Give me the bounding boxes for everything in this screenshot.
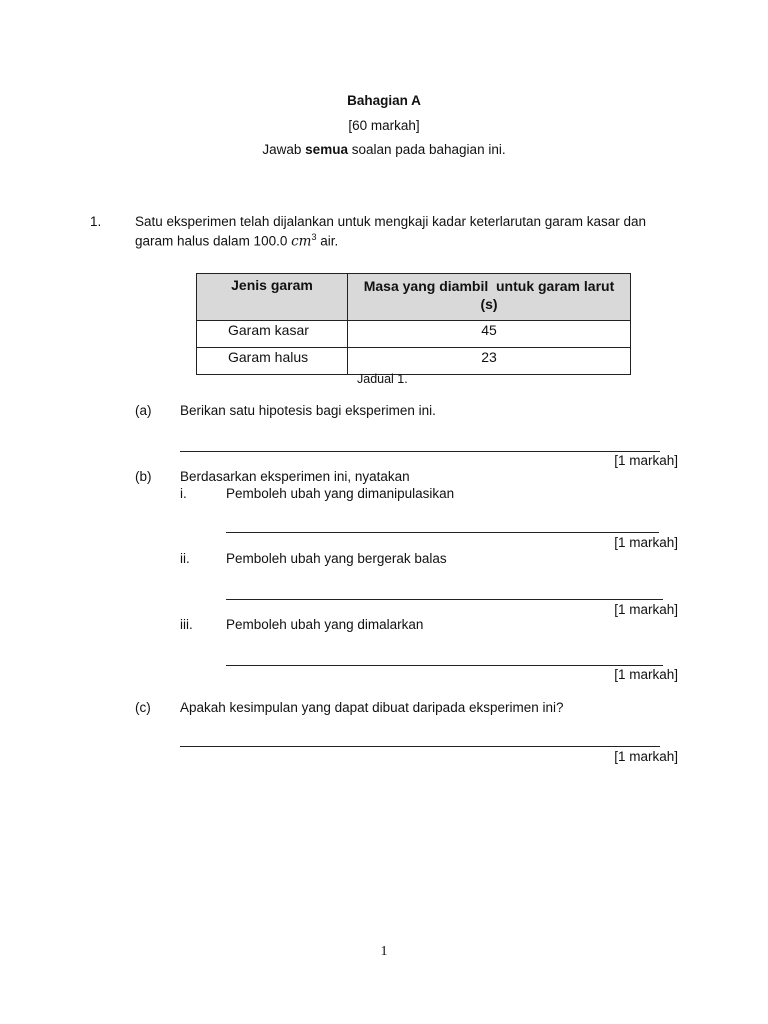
part-a-label: (a) [135, 403, 152, 418]
header-masa [348, 274, 631, 321]
unit-superscript: 3 [311, 232, 317, 242]
part-b-ii-label: ii. [180, 551, 190, 566]
part-a-text: Berikan satu hipotesis bagi eksperimen ini. [180, 403, 436, 418]
section-title: Bahagian A [347, 93, 421, 108]
part-b-ii-answer-line[interactable] [226, 599, 663, 600]
table-row [197, 348, 631, 375]
part-b-iii-answer-line[interactable] [226, 665, 663, 666]
part-b-label: (b) [135, 469, 152, 484]
header-jenis-garam: Jenis garam [197, 274, 348, 321]
part-a-answer-line[interactable] [180, 451, 660, 452]
part-c-text: Apakah kesimpulan yang dapat dibuat daripada eksperimen ini? [180, 700, 564, 715]
page-number: 1 [380, 944, 388, 959]
instruction-pre: Jawab [262, 142, 306, 157]
part-b-ii-text: Pemboleh ubah yang bergerak balas [226, 551, 447, 566]
part-b-iii-marks: [1 markah] [614, 667, 678, 682]
part-c-answer-line[interactable] [180, 746, 660, 747]
part-b-i-label: i. [180, 486, 187, 501]
part-b-iii-text: Pemboleh ubah yang dimalarkan [226, 617, 424, 632]
part-b-text: Berdasarkan eksperimen ini, nyatakan [180, 469, 410, 484]
part-c-label: (c) [135, 700, 151, 715]
table-caption: Jadual 1. [357, 372, 408, 386]
question-line-1: Satu eksperimen telah dijalankan untuk mengkaji kadar keterlarutan garam kasar dan [135, 214, 647, 229]
question-line-2-pre: garam halus dalam 100.0 [135, 233, 292, 249]
cell-time: 23 [348, 348, 631, 375]
part-b-i-answer-line[interactable] [226, 532, 659, 533]
section-instruction [0, 142, 768, 157]
table-header-row [197, 274, 631, 321]
header-masa-line1: Masa yang diambil untuk garam larut [363, 278, 615, 294]
part-a-marks: [1 markah] [614, 453, 678, 468]
part-b-iii-label: iii. [180, 617, 193, 632]
table-row [197, 321, 631, 348]
question-number: 1. [90, 214, 102, 229]
cell-salt-type: Garam halus [197, 348, 348, 375]
question-line-2 [135, 232, 338, 250]
cell-salt-type: Garam kasar [197, 321, 348, 348]
part-b-i-marks: [1 markah] [614, 535, 678, 550]
question-line-2-post: air. [316, 233, 339, 249]
part-b-ii-marks: [1 markah] [614, 602, 678, 617]
header-masa-line2: (s) [480, 296, 498, 312]
instruction-post: soalan pada bahagian ini. [347, 142, 506, 157]
part-c-marks: [1 markah] [614, 749, 678, 764]
data-table [196, 273, 631, 375]
section-marks: [60 markah] [348, 118, 420, 133]
instruction-bold: semua [305, 142, 348, 157]
unit-cm: cm [291, 233, 312, 250]
part-b-i-text: Pemboleh ubah yang dimanipulasikan [226, 486, 455, 501]
cell-time: 45 [348, 321, 631, 348]
